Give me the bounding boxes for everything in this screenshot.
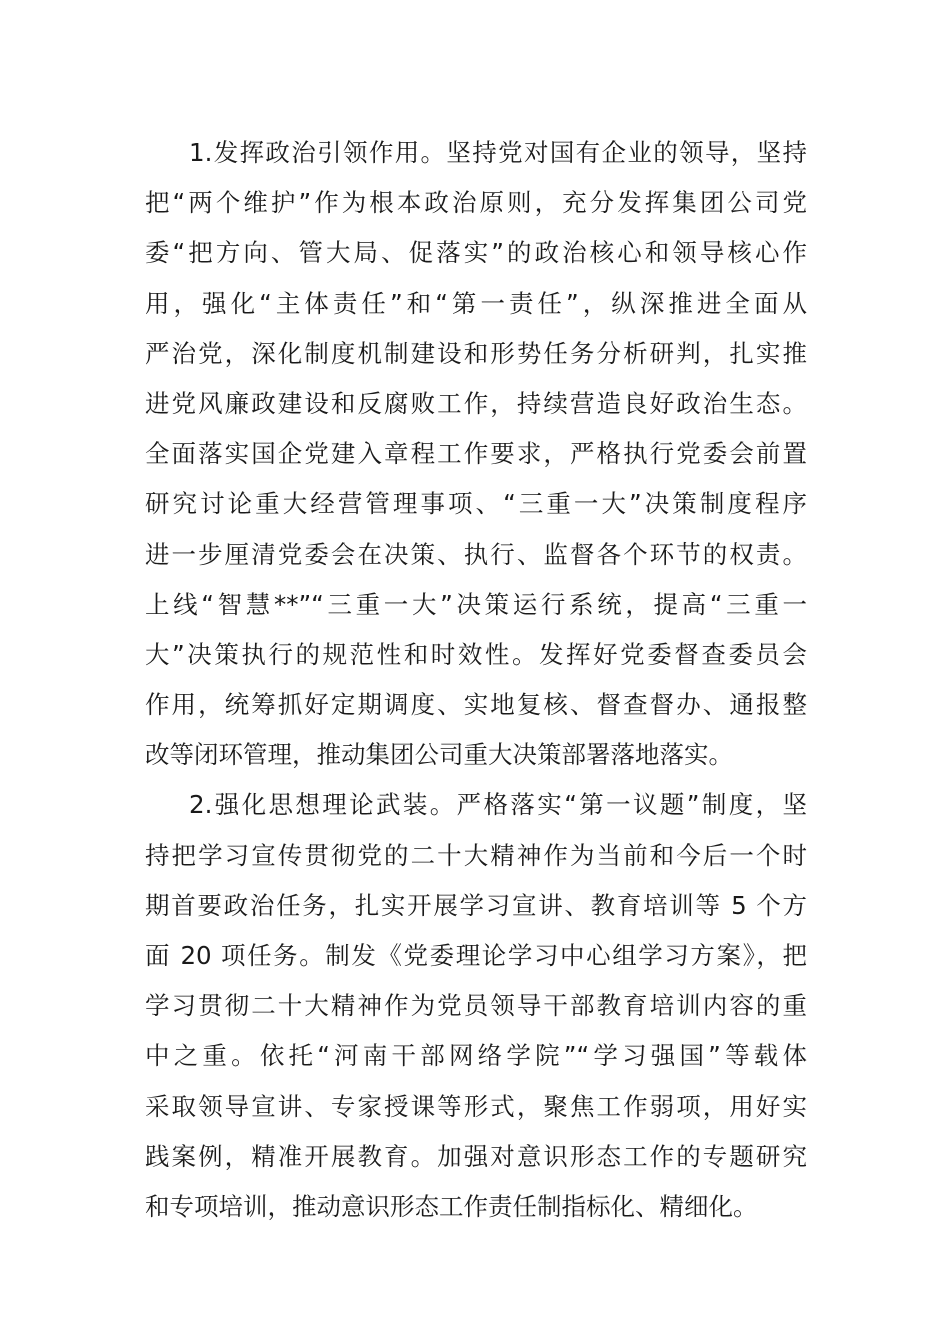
text-line: 进党风廉政建设和反腐败工作，持续营造良好政治生态。	[145, 388, 807, 418]
text-line: 进一步厘清党委会在决策、执行、监督各个环节的权责。	[145, 539, 807, 569]
text-line: 采取领导宣讲、专家授课等形式，聚焦工作弱项，用好实	[145, 1091, 807, 1121]
text-line: 改等闭环管理，推动集团公司重大决策部署落地落实。	[145, 740, 733, 770]
text-line: 作用，统筹抓好定期调度、实地复核、督查督办、通报整	[145, 690, 807, 720]
text-line: 全面落实国企党建入章程工作要求，严格执行党委会前置	[145, 439, 807, 469]
text-line: 2.强化思想理论武装。严格落实“第一议题”制度，坚	[189, 790, 807, 820]
text-line: 1.发挥政治引领作用。坚持党对国有企业的领导，坚持	[189, 138, 807, 167]
text-line: 面 20 项任务。制发《党委理论学习中心组学习方案》，把	[145, 941, 807, 970]
text-line: 学习贯彻二十大精神作为党员领导干部教育培训内容的重	[145, 991, 807, 1021]
paragraph-1	[145, 128, 807, 780]
text-line: 中之重。依托“河南干部网络学院”“学习强国”等载体	[145, 1041, 807, 1071]
text-line: 用，强化“主体责任”和“第一责任”，纵深推进全面从	[145, 288, 807, 318]
paragraph-2	[145, 780, 807, 1232]
text-line: 大”决策执行的规范性和时效性。发挥好党委督查委员会	[145, 639, 807, 669]
text-line: 研究讨论重大经营管理事项、“三重一大”决策制度程序	[145, 489, 807, 519]
text-line: 严治党，深化制度机制建设和形势任务分析研判，扎实推	[145, 338, 807, 368]
text-line: 委“把方向、管大局、促落实”的政治核心和领导核心作	[145, 238, 807, 268]
text-line: 期首要政治任务，扎实开展学习宣讲、教育培训等 5 个方	[145, 890, 807, 920]
text-line: 践案例，精准开展教育。加强对意识形态工作的专题研究	[145, 1141, 807, 1171]
text-line: 和专项培训，推动意识形态工作责任制指标化、精细化。	[145, 1191, 758, 1221]
text-line: 上线“智慧**”“三重一大”决策运行系统，提高“三重一	[145, 589, 807, 619]
text-line: 把“两个维护”作为根本政治原则，充分发挥集团公司党	[145, 188, 807, 218]
text-line: 持把学习宣传贯彻党的二十大精神作为当前和今后一个时	[145, 840, 807, 870]
document-body	[145, 128, 807, 1232]
